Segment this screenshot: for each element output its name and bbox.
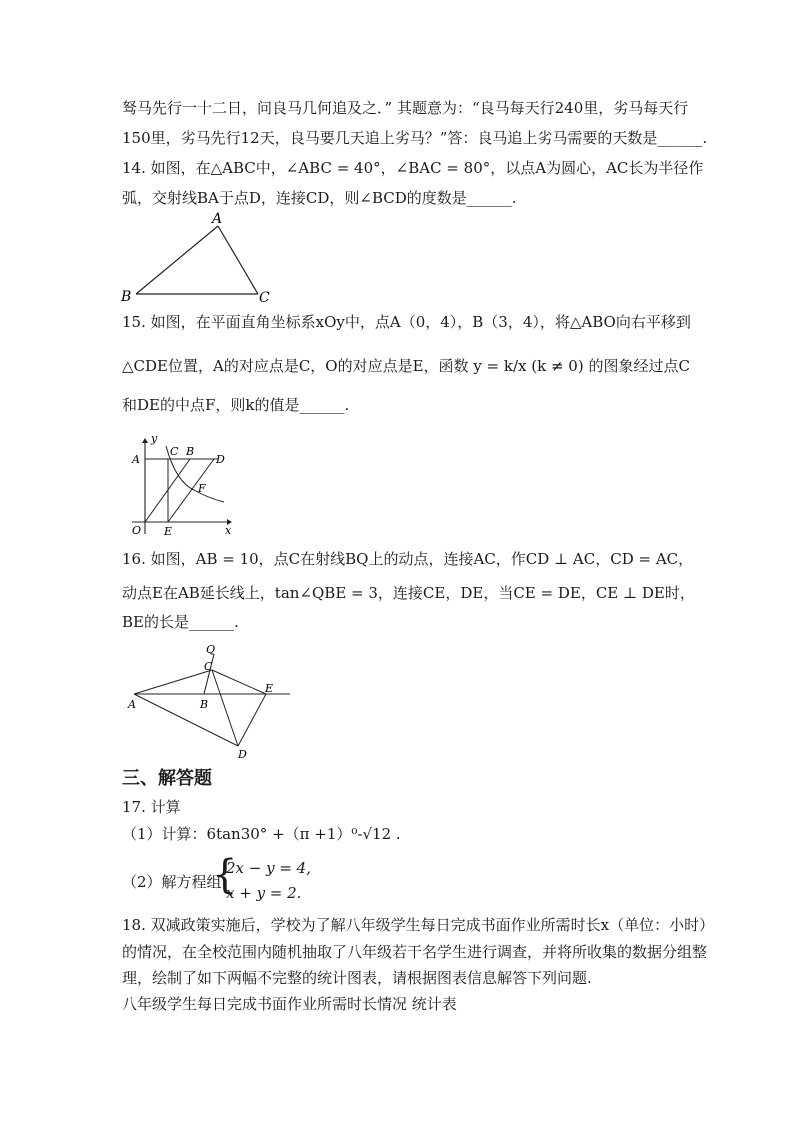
label-c: C [170,445,179,458]
text-line-2: 150里，劣马先行12天，良马要几天追上劣马？”答：良马追上劣马需要的天数是______. [122,129,708,147]
question-17-part-1: （1）计算：6tan30° +（π +1）⁰-√12 . [122,825,401,843]
label-a: A [128,698,136,711]
segment-ac [134,670,212,694]
segment-ed [168,459,214,522]
question-14-line-1: 14. 如图，在△ABC中，∠ABC = 40°，∠BAC = 80°，以点A为圆心，AC长为半径作 [122,159,704,177]
question-18-line-1: 18. 双减政策实施后，学校为了解八年级学生每日完成书面作业所需时长x（单位：小时） [122,916,715,934]
figure-14-triangle [118,210,278,305]
label-e: E [265,682,274,695]
question-18-line-3: 理，绘制了如下两幅不完整的统计图表，请根据图表信息解答下列问题. [122,969,592,987]
question-18-table-title: 八年级学生每日完成书面作业所需时长情况 统计表 [122,995,457,1013]
equation-brace: { [212,852,238,898]
label-x: x [225,524,232,537]
question-17-part-2-label: （2）解方程组 [122,873,222,891]
label-b: B [200,698,209,711]
segment-ce [212,670,266,694]
figure-16-geometry [126,642,296,762]
question-16-line-1: 16. 如图，AB = 10，点C在射线BQ上的动点，连接AC，作CD ⊥ AC，CD = AC， [122,550,694,568]
question-16-line-3: BE的长是______. [122,613,239,631]
label-b: B [121,289,132,305]
label-a: A [212,211,223,227]
question-18-line-2: 的情况，在全校范围内随机抽取了八年级若干名学生进行调查，并将所收集的数据分组整 [122,943,708,961]
label-d: D [216,453,225,466]
label-q: Q [206,643,216,656]
label-b: B [186,445,195,458]
label-d: D [238,748,247,761]
label-c: C [204,660,213,673]
text-line-1: 驽马先行一十二日，问良马几何追及之．” 其题意为：“良马每天行240里，劣马每天行 [122,99,689,117]
label-e: E [164,525,173,538]
equation-2: x + y = 2. [226,884,302,902]
segment-ba [136,226,218,294]
question-15-line-3: 和DE的中点F，则k的值是______. [122,396,350,414]
label-c: C [259,290,270,305]
label-a: A [132,453,140,466]
label-f: F [198,482,206,495]
section-heading: 三、解答题 [122,768,212,789]
question-17-title: 17. 计算 [122,798,181,816]
label-o: O [132,524,142,537]
equation-1: 2x − y = 4, [226,859,311,877]
segment-ed [238,694,266,746]
question-15-line-1: 15. 如图，在平面直角坐标系xOy中，点A（0，4），B（3，4），将△ABO向右平移到 [122,313,691,331]
figure-15-coordinate [128,432,238,542]
segment-ac [218,226,258,294]
y-axis-arrow [142,438,148,443]
question-16-line-2: 动点E在AB延长线上，tan∠QBE = 3，连接CE，DE，当CE = DE，CE ⊥ DE时， [122,584,695,602]
label-y: y [151,432,158,445]
question-14-line-2: 弧，交射线BA于点D，连接CD，则∠BCD的度数是______. [122,189,517,207]
question-15-line-2: △CDE位置，A的对应点是C，O的对应点是E，函数 y = k/x (k ≠ 0) 的图象经过点C [122,357,690,375]
